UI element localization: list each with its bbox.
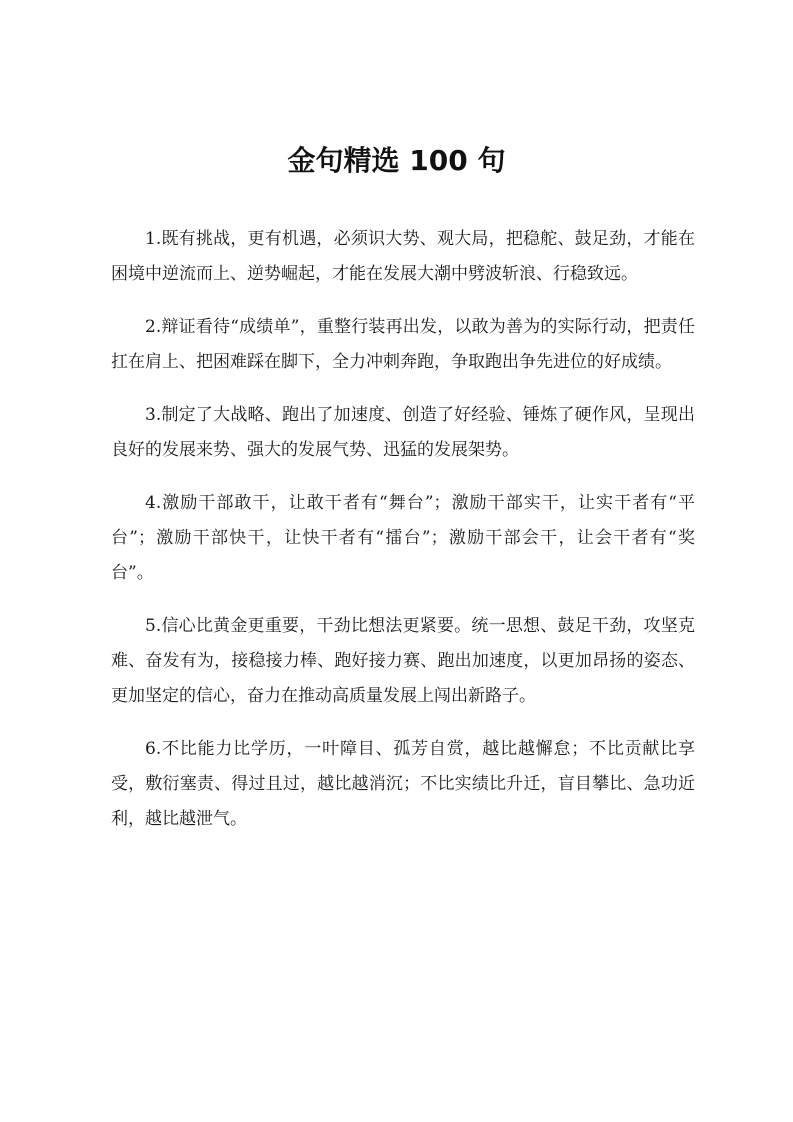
paragraph-2: 2.辩证看待“成绩单”，重整行装再出发，以敢为善为的实际行动，把责任扛在肩上、把困难踩在脚下，全力冲刺奔跑，争取跑出争先进位的好成绩。 [111, 317, 695, 372]
document-title: 金句精选 100 句 [287, 144, 506, 177]
paragraph-1: 1.既有挑战，更有机遇，必须识大势、观大局，把稳舵、鼓足劲，才能在困境中逆流而上、逆势崛起，才能在发展大潮中劈波斩浪、行稳致远。 [111, 229, 695, 284]
document-body [111, 222, 695, 855]
paragraph-4: 4.激励干部敢干，让敢干者有“舞台”；激励干部实干，让实干者有“平台”；激励干部快干，让快干者有“擂台”；激励干部会干，让会干者有“奖台”。 [111, 493, 695, 583]
paragraph-6: 6.不比能力比学历，一叶障目、孤芳自赏，越比越懈怠；不比贡献比享受，敷衍塞责、得过且过，越比越消沉；不比实绩比升迁，盲目攀比、急功近利，越比越泄气。 [111, 739, 695, 829]
paragraph-3: 3.制定了大战略、跑出了加速度、创造了好经验、锤炼了硬作风，呈现出良好的发展来势、强大的发展气势、迅猛的发展架势。 [111, 405, 695, 460]
paragraph-5: 5.信心比黄金更重要，干劲比想法更紧要。统一思想、鼓足干劲，攻坚克难、奋发有为，接稳接力棒、跑好接力赛、跑出加速度，以更加昂扬的姿态、更加坚定的信心，奋力在推动高质量发展上闯出新路子。 [111, 616, 695, 706]
